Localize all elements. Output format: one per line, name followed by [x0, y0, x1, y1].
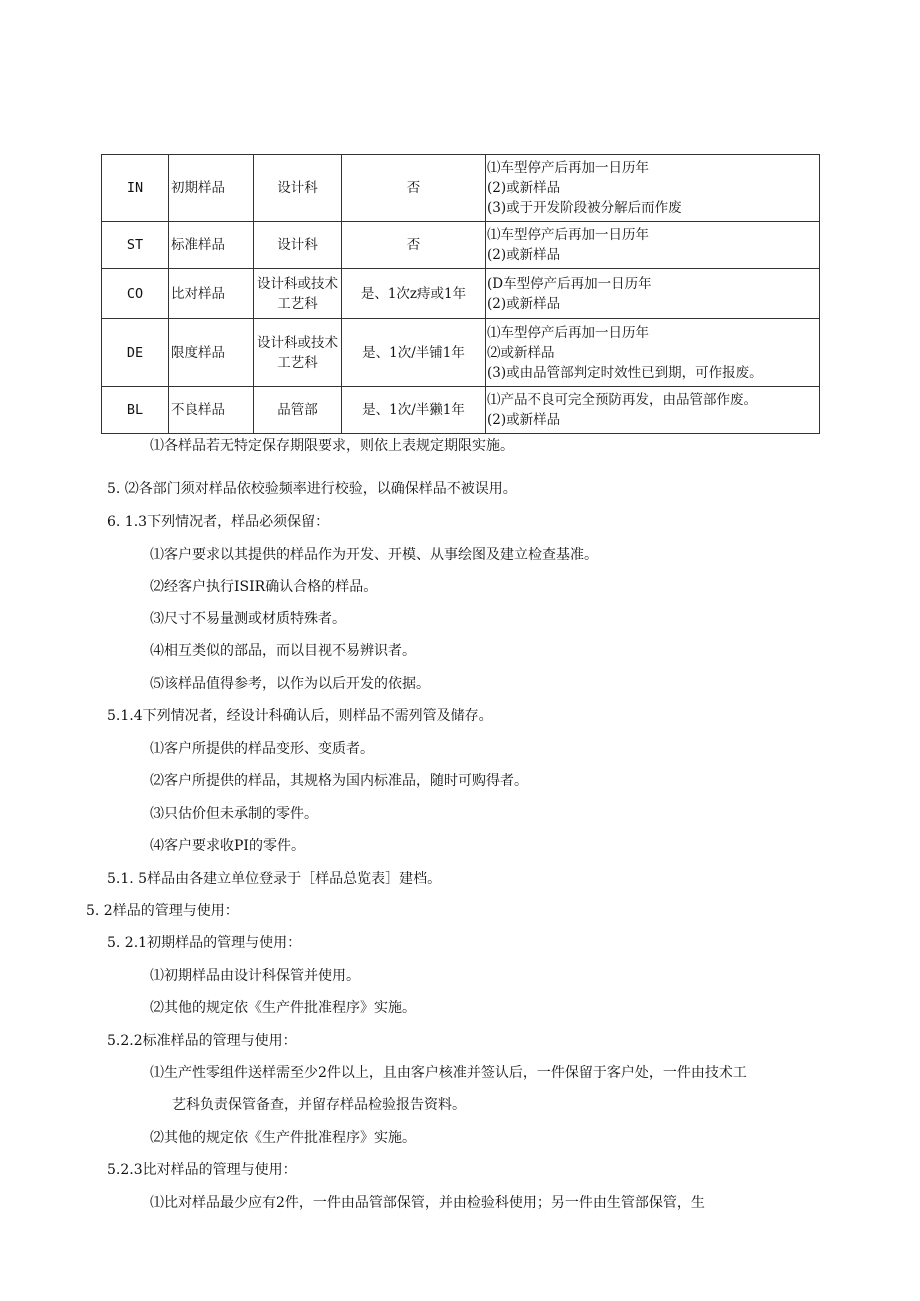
retention-period — [486, 269, 820, 319]
sample-name: 不良样品 — [169, 387, 254, 434]
responsible-dept: 品管部 — [254, 387, 342, 434]
retention-period — [486, 222, 820, 269]
sample-name: 标准样品 — [169, 222, 254, 269]
sample-name: 比对样品 — [169, 269, 254, 319]
sample-name: 限度样品 — [169, 319, 254, 387]
responsible-dept: 设计科或技术工艺科 — [254, 319, 342, 387]
retention-line: ⑴车型停产后再加一日历年 — [487, 324, 649, 341]
table-row — [102, 269, 820, 319]
table-note: ⑴各样品若无特定保存期限要求，则依上表规定期限实施。 — [150, 438, 514, 454]
retention-line: (2)或新样品 — [487, 247, 561, 263]
table-row — [102, 319, 820, 387]
calibration-requirement: 是、1次/半铺1年 — [342, 319, 486, 387]
sample-code: IN — [102, 155, 169, 222]
retention-line: (2)或新样品 — [487, 180, 561, 196]
section-heading: 5.2.2标准样品的管理与使用： — [107, 1033, 297, 1049]
list-item-continuation: 艺科负责保管备查，并留存样品检验报告资料。 — [172, 1097, 466, 1113]
section-heading: 6. 1.3下列情况者，样品必须保留： — [107, 514, 330, 530]
list-item: ⑴初期样品由设计科保管并使用。 — [150, 968, 360, 984]
retention-line: (3)或由品管部判定时效性已到期，可作报废。 — [487, 364, 763, 381]
list-item: ⑴客户要求以其提供的样品作为开发、开模、从事绘图及建立检查基准。 — [150, 547, 598, 563]
section-heading: 5. 2.1初期样品的管理与使用： — [107, 935, 302, 951]
retention-line: (2)或新样品 — [487, 295, 561, 312]
table-row — [102, 155, 820, 222]
clause-text: 5.1. 5样品由各建立单位登录于［样品总览表］建档。 — [107, 871, 442, 887]
sample-name: 初期样品 — [169, 155, 254, 222]
retention-line: ⑵或新样品 — [487, 344, 555, 361]
calibration-requirement: 是、1次z痔或1年 — [342, 269, 486, 319]
list-item: ⑵客户所提供的样品，其规格为国内标准品，随时可购得者。 — [150, 773, 528, 789]
sample-retention-table — [101, 154, 820, 434]
retention-line: (2)或新样品 — [487, 412, 561, 428]
retention-period — [486, 387, 820, 434]
list-item: ⑵其他的规定依《生产件批准程序》实施。 — [150, 1130, 416, 1146]
list-item: ⑴生产性零组件送样需至少2件以上，且由客户核准并签认后，一件保留于客户处，一件由技术工 — [150, 1065, 747, 1081]
section-heading: 5.1.4下列情况者，经设计科确认后，则样品不需列管及储存。 — [107, 708, 493, 724]
sample-code: DE — [102, 319, 169, 387]
table-row — [102, 222, 820, 269]
section-heading: 5.2.3比对样品的管理与使用： — [107, 1162, 297, 1178]
responsible-dept: 设计科 — [254, 155, 342, 222]
list-item: ⑵其他的规定依《生产件批准程序》实施。 — [150, 1000, 416, 1016]
retention-line: (3)或于开发阶段被分解后而作废 — [487, 200, 682, 216]
retention-line: ⑴产品不良可完全预防再发，由品管部作废。 — [487, 392, 757, 408]
list-item: ⑴比对样品最少应有2件，一件由品管部保管，并由检验科使用；另一件由生管部保管，生 — [150, 1195, 705, 1211]
calibration-requirement: 否 — [342, 155, 486, 222]
calibration-requirement: 是、1次/半獭1年 — [342, 387, 486, 434]
list-item: ⑵经客户执行ISIR确认合格的样品。 — [150, 579, 378, 595]
responsible-dept: 设计科或技术工艺科 — [254, 269, 342, 319]
sample-code: BL — [102, 387, 169, 434]
table-row — [102, 387, 820, 434]
retention-line: (D车型停产后再加一日历年 — [487, 275, 652, 292]
list-item: ⑶尺寸不易量测或材质特殊者。 — [150, 611, 346, 627]
list-item: ⑴客户所提供的样品变形、变质者。 — [150, 741, 374, 757]
retention-line: ⑴车型停产后再加一日历年 — [487, 227, 649, 243]
list-item: ⑸该样品值得参考，以作为以后开发的依据。 — [150, 676, 430, 692]
retention-period — [486, 319, 820, 387]
list-item: ⑶只估价但未承制的零件。 — [150, 806, 318, 822]
sample-code: CO — [102, 269, 169, 319]
list-item: ⑷相互类似的部品，而以目视不易辨识者。 — [150, 643, 416, 659]
sample-code: ST — [102, 222, 169, 269]
responsible-dept: 设计科 — [254, 222, 342, 269]
clause-text: 5. ⑵各部门须对样品依校验频率进行校验，以确保样品不被误用。 — [107, 481, 517, 497]
retention-line: ⑴车型停产后再加一日历年 — [487, 160, 649, 176]
list-item: ⑷客户要求收PI的零件。 — [150, 838, 305, 854]
calibration-requirement: 否 — [342, 222, 486, 269]
retention-period — [486, 155, 820, 222]
section-heading: 5. 2样品的管理与使用： — [86, 903, 239, 919]
